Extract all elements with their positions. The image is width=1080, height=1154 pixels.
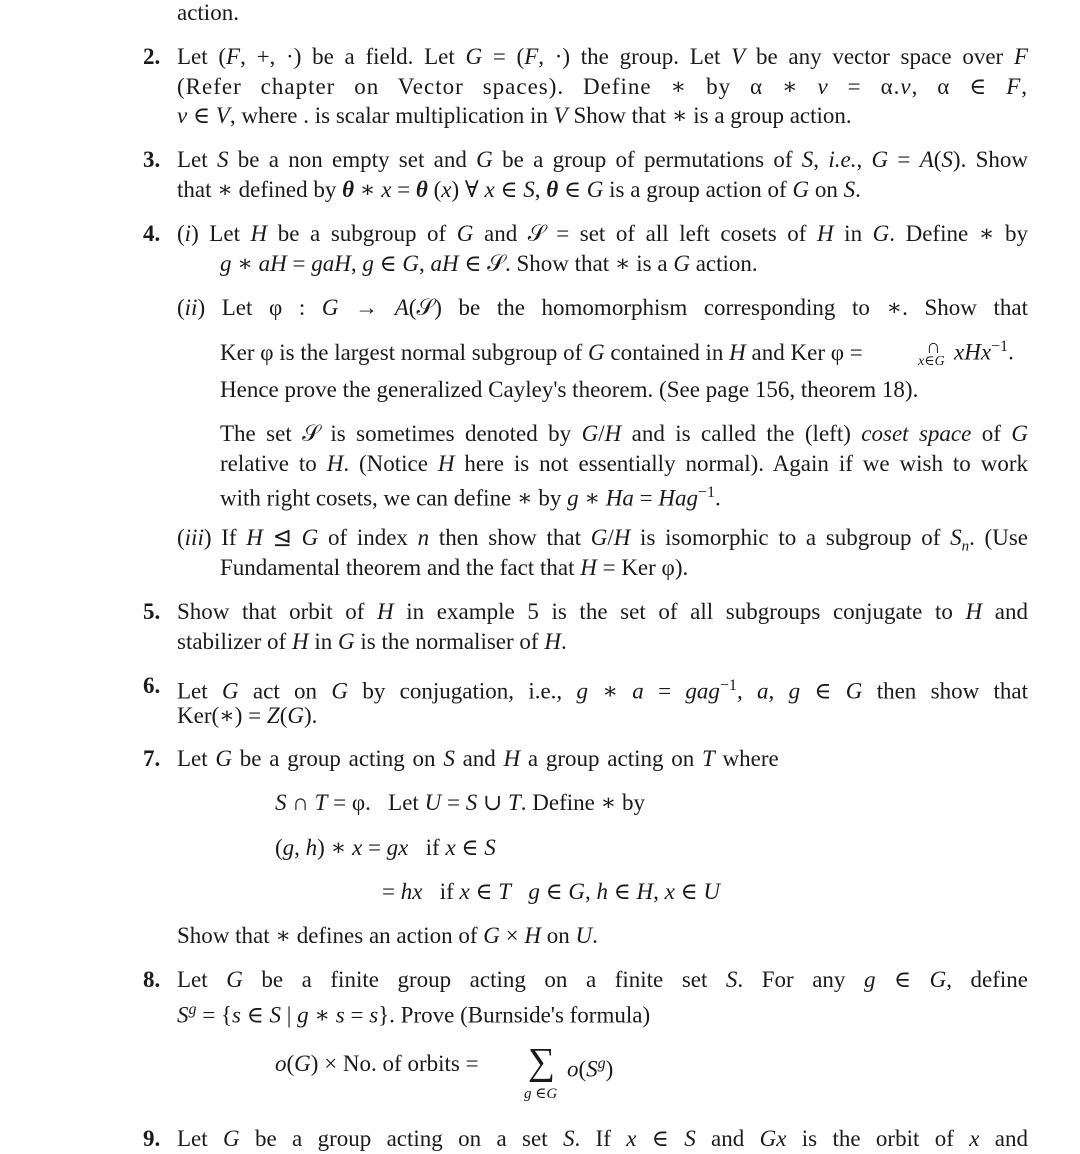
item-6-line-1: Let G act on G by conjugation, i.e., g ∗ a = gag$^{-1}$, a, g ∈ G then show that (177, 677, 1029, 704)
item-number-6: 6. (143, 673, 161, 698)
coset-space-line-1: The set 𝒮 is sometimes denoted by G/H and is called the (left) coset space of G (220, 421, 1028, 446)
item-2-line-2: (Refer chapter on Vector spaces). Define ∗ by α ∗ v = α.v, α ∈ F, (177, 74, 1028, 99)
item-6-line-2: Ker(∗) = Z(G). (177, 703, 318, 728)
item-8-line-1: Let G be a finite group acting on a finite set S. For any g ∈ G, define (177, 967, 1028, 992)
item-4i-line-2: g ∗ aH = gaH, g ∈ G, aH ∈ 𝒮. Show that ∗ is a G action. (220, 251, 758, 276)
sum-index: g ∈G (524, 1086, 558, 1102)
item-4iii-line-2: Fundamental theorem and the fact that H = Ker φ). (220, 555, 689, 580)
item-number-7: 7. (143, 746, 161, 771)
item-7-case-1: (g, h) ∗ x = gx if x ∈ S (275, 835, 496, 860)
item-2-line-1: Let (F, +, ·) be a field. Let G = (F, ·) the group. Let V be any vector space over F (177, 44, 1028, 69)
item-4ii-xhx: xHx$^{-1}$. (954, 338, 1014, 365)
burnside-lhs: o(G) × No. of orbits = (275, 1051, 479, 1076)
intersection-index: x∈G (918, 354, 945, 369)
item-3-line-2: that ∗ defined by θ ∗ x = θ (x) ∀ x ∈ S, θ ∈ G is a group action of G on S. (177, 177, 861, 202)
item-9-line-1: Let G be a group acting on a set S. If x ∈ S and Gx is the orbit of x and (177, 1126, 1029, 1151)
intersection-symbol: ∩ (926, 336, 941, 358)
item-7-case-2: = hx if x ∈ T g ∈ G, h ∈ H, x ∈ U (382, 879, 720, 904)
text-line-action: action. (177, 0, 239, 25)
item-4ii-line-1: (ii) Let φ : G → A(𝒮) be the homomorphism corresponding to ∗. Show that (177, 295, 1028, 320)
item-number-3: 3. (143, 147, 161, 172)
item-number-4: 4. (143, 221, 161, 246)
item-8-line-2: $S^g = \{s$ ∈ S | g ∗ s = s}. Prove (Burnside's formula) (177, 1001, 651, 1028)
item-number-2: 2. (143, 44, 161, 69)
item-number-9: 9. (143, 1126, 161, 1151)
coset-space-line-2: relative to H. (Notice H here is not essentially normal). Again if we wish to work (220, 451, 1028, 476)
item-5-line-2: stabilizer of H in G is the normaliser of H. (177, 629, 567, 654)
item-5-line-1: Show that orbit of H in example 5 is the set of all subgroups conjugate to H and (177, 599, 1028, 624)
item-3-line-1: Let S be a non empty set and G be a group of permutations of S, i.e., G = A(S). Show (177, 147, 1029, 172)
burnside-rhs: $o(S^g)$ (567, 1055, 614, 1082)
item-4ii-line-2: Ker φ is the largest normal subgroup of G contained in H and Ker φ = (220, 340, 863, 365)
item-7-line-2: S ∩ T = φ. Let U = S ∪ T. Define ∗ by (275, 790, 645, 815)
item-4ii-line-3: Hence prove the generalized Cayley's theorem. (See page 156, theorem 18). (220, 377, 919, 402)
item-number-8: 8. (143, 967, 161, 992)
sum-symbol: ∑ (528, 1041, 556, 1083)
item-4i-line-1: (i) Let H be a subgroup of G and 𝒮 = set of all left cosets of H in G. Define ∗ by (177, 221, 1028, 246)
coset-space-line-3: with right cosets, we can define ∗ by g ∗ Ha = Hag$^{-1}$. (220, 484, 721, 511)
item-number-5: 5. (143, 599, 161, 624)
item-7-line-1: Let G be a group acting on S and H a group acting on T where (177, 746, 779, 771)
item-7-line-5: Show that ∗ defines an action of G × H on U. (177, 923, 598, 948)
item-2-line-3: v ∈ V, where . is scalar multiplication in V Show that ∗ is a group action. (177, 103, 852, 128)
item-4iii-line-1: (iii) If H ⊴ G of index n then show that G/H is isomorphic to a subgroup of $S_n$. (Use (177, 525, 1028, 555)
